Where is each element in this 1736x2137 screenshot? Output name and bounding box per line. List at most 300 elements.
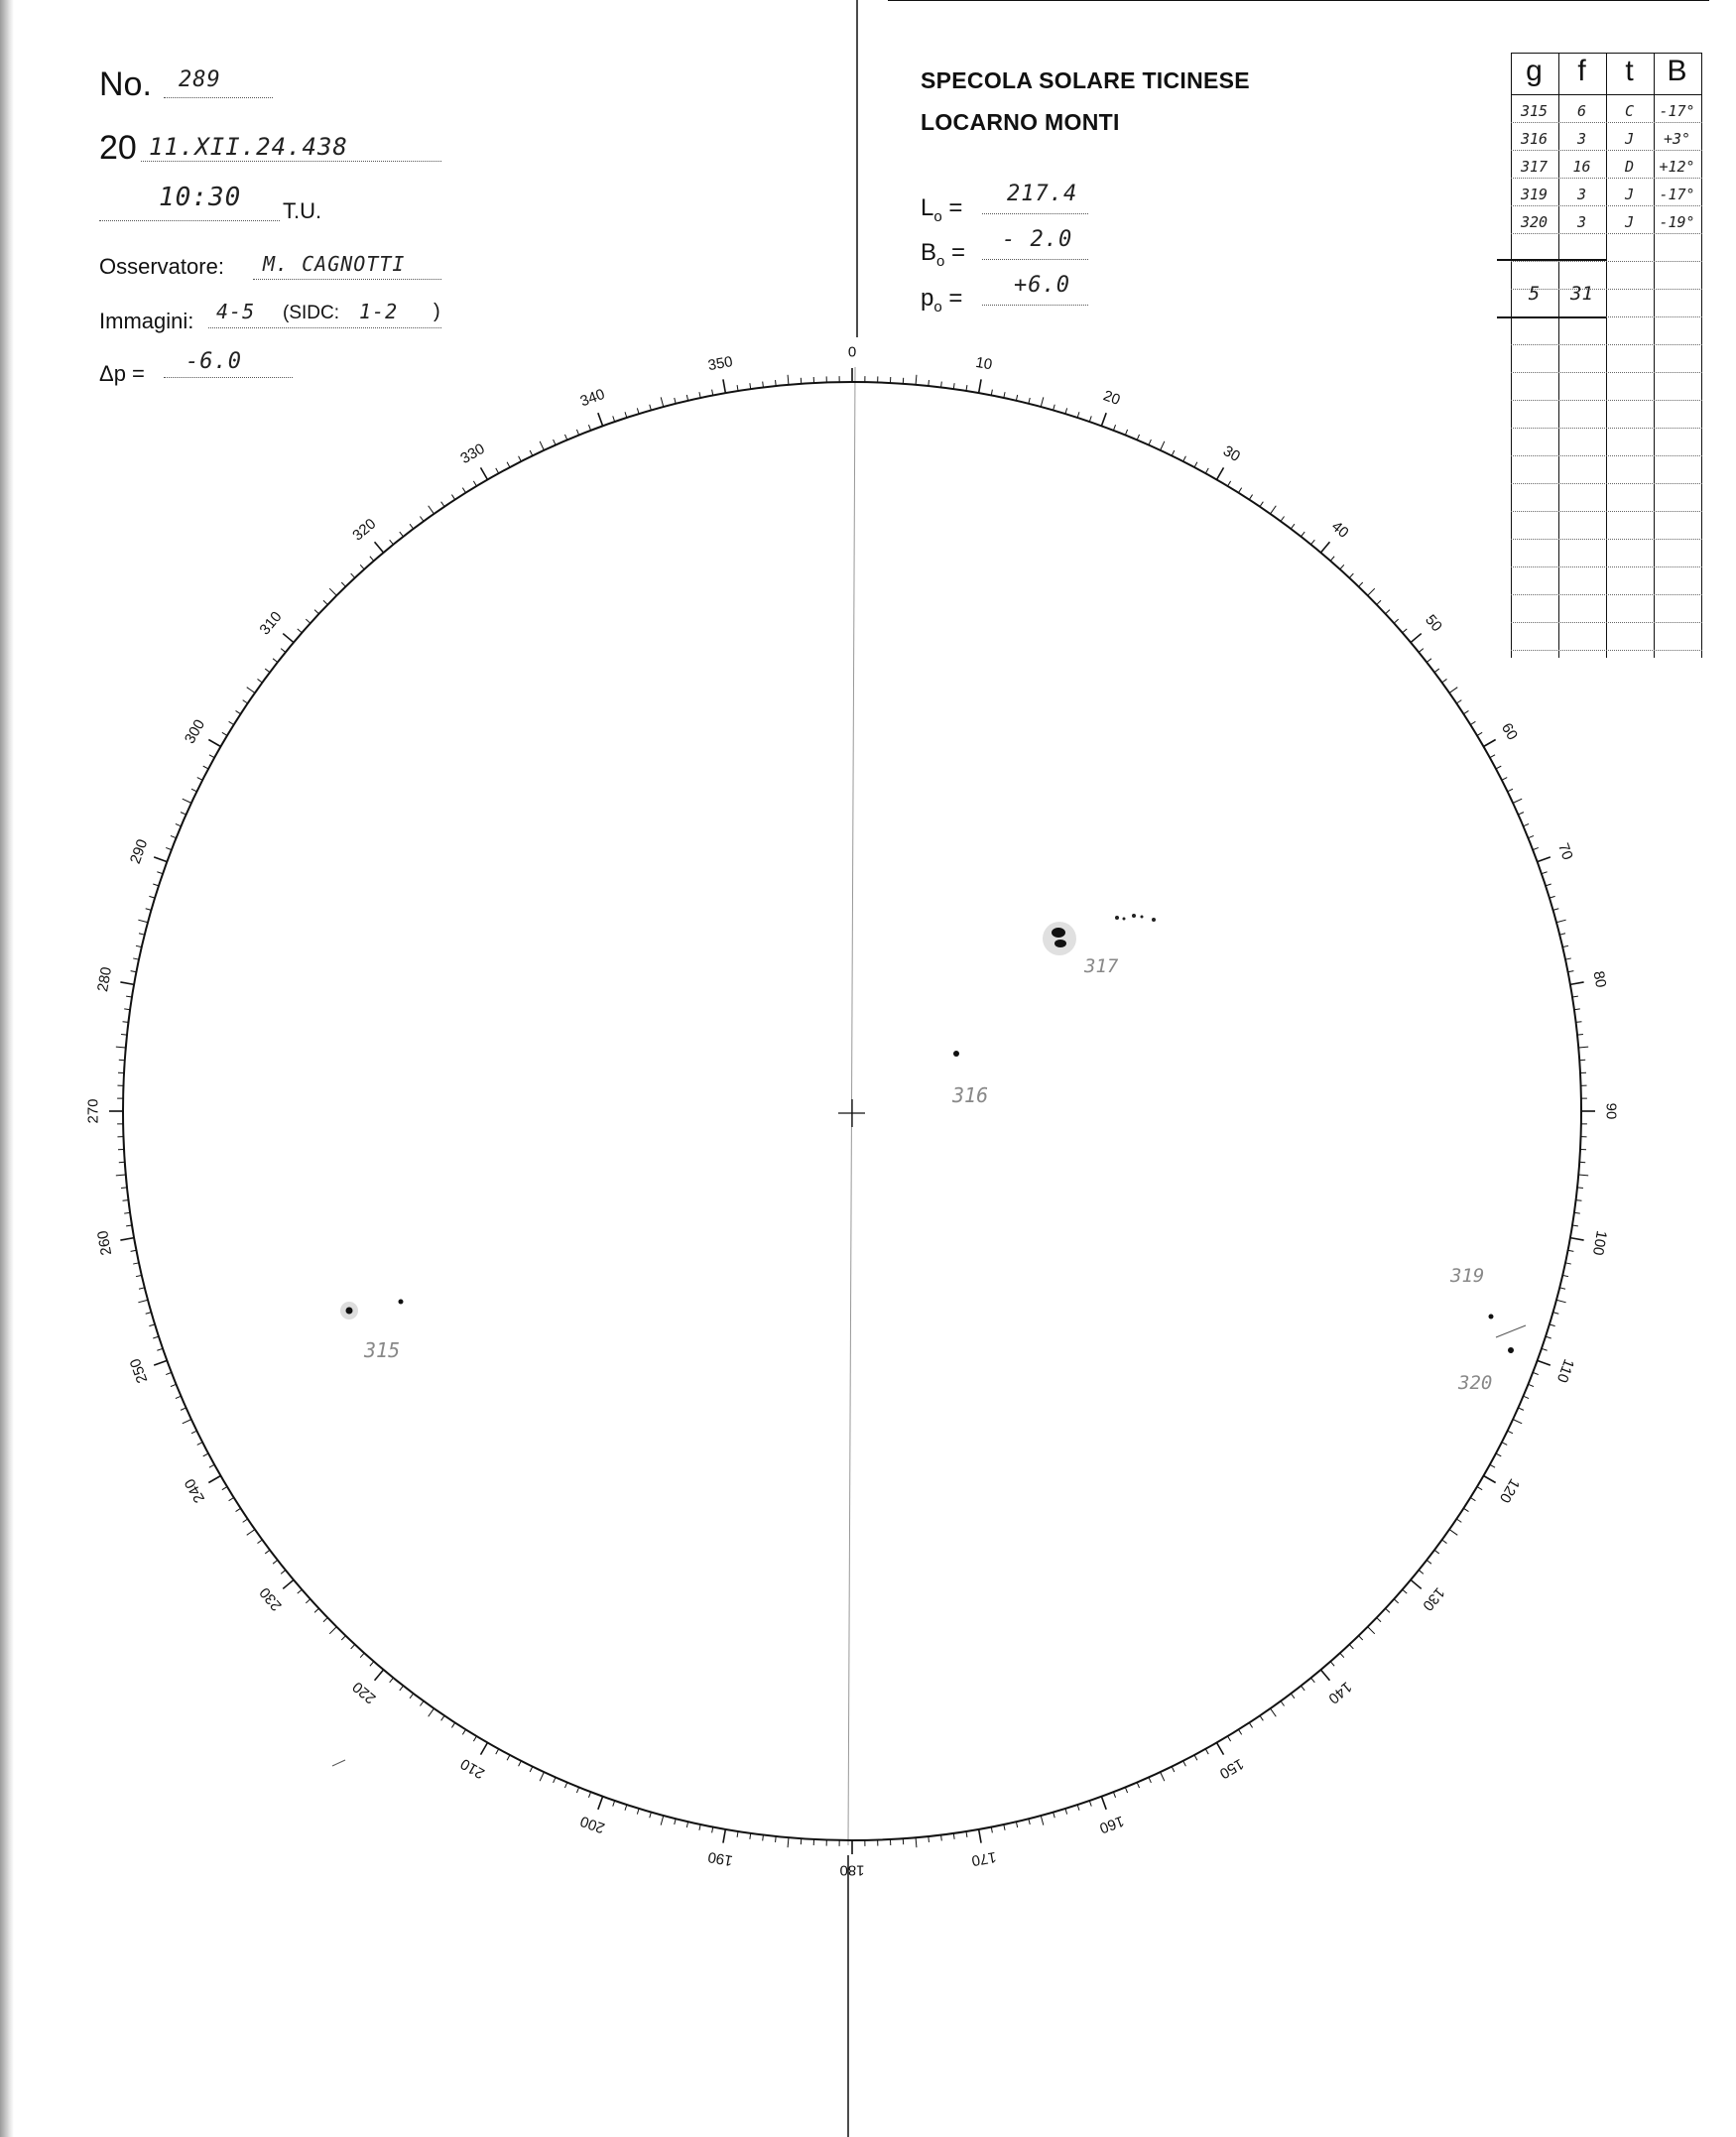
degree-tick bbox=[265, 669, 270, 673]
degree-tick bbox=[1419, 649, 1424, 653]
degree-tick bbox=[136, 945, 142, 946]
degree-tick bbox=[1302, 1686, 1305, 1691]
degree-tick bbox=[1302, 532, 1305, 537]
table-cell: +12° bbox=[1659, 158, 1695, 176]
degree-tick bbox=[1513, 1420, 1522, 1424]
degree-tick bbox=[451, 495, 454, 500]
degree-tick bbox=[149, 1324, 155, 1326]
umbra bbox=[1052, 928, 1065, 938]
degree-tick bbox=[776, 1836, 777, 1842]
degree-label: 190 bbox=[706, 1847, 734, 1869]
spot bbox=[1152, 918, 1156, 922]
degree-tick bbox=[712, 390, 713, 396]
degree-tick bbox=[1528, 1384, 1534, 1386]
degree-tick bbox=[1559, 934, 1565, 935]
degree-tick bbox=[229, 721, 234, 724]
degree-tick bbox=[530, 1767, 533, 1772]
degree-label: 20 bbox=[1100, 387, 1123, 409]
degree-tick bbox=[131, 971, 137, 972]
table-total-f: 31 bbox=[1570, 283, 1593, 305]
table-cell: J bbox=[1624, 186, 1635, 203]
degree-tick bbox=[1538, 857, 1550, 862]
degree-tick bbox=[1546, 884, 1551, 886]
degree-tick bbox=[979, 379, 981, 393]
degree-tick bbox=[1578, 1047, 1588, 1048]
degree-tick bbox=[1041, 397, 1044, 407]
spot bbox=[1489, 1315, 1494, 1320]
degree-label: 170 bbox=[970, 1847, 998, 1869]
degree-tick bbox=[1490, 1464, 1495, 1467]
observer-value: M. CAGNOTTI bbox=[263, 252, 406, 276]
degree-tick bbox=[121, 1035, 127, 1036]
dp-value: -6.0 bbox=[186, 349, 242, 374]
degree-tick bbox=[1149, 1777, 1151, 1782]
degree-tick bbox=[1470, 1497, 1475, 1500]
degree-tick bbox=[554, 1777, 556, 1782]
degree-tick bbox=[1542, 1348, 1548, 1350]
degree-tick bbox=[598, 1797, 603, 1810]
degree-tick bbox=[613, 416, 615, 422]
degree-tick bbox=[1041, 1816, 1044, 1825]
table-cell: -17° bbox=[1659, 102, 1695, 120]
degree-tick bbox=[519, 456, 522, 461]
degree-tick bbox=[1578, 1175, 1588, 1176]
degree-label: 160 bbox=[1096, 1812, 1127, 1837]
degree-tick bbox=[1550, 896, 1555, 898]
degree-tick bbox=[420, 1701, 424, 1706]
degree-tick bbox=[351, 573, 355, 577]
degree-tick bbox=[507, 462, 510, 467]
degree-tick bbox=[650, 1813, 652, 1819]
degree-tick bbox=[1016, 395, 1017, 401]
degree-tick bbox=[1238, 1729, 1241, 1734]
degree-label: 40 bbox=[1327, 518, 1352, 542]
degree-tick bbox=[1311, 1678, 1315, 1683]
degree-tick bbox=[203, 1453, 208, 1456]
degree-tick bbox=[273, 1561, 278, 1565]
degree-tick bbox=[323, 600, 327, 604]
degree-tick bbox=[530, 450, 533, 455]
degree-tick bbox=[1161, 1772, 1165, 1781]
table-header-f: f bbox=[1577, 55, 1586, 87]
group-315 bbox=[340, 1300, 404, 1363]
degree-tick bbox=[1137, 1783, 1139, 1789]
time-value: 10:30 bbox=[159, 183, 242, 212]
table-cell: -17° bbox=[1659, 186, 1695, 203]
degree-tick bbox=[1533, 1372, 1539, 1374]
degree-label: 100 bbox=[1588, 1229, 1610, 1257]
sidc-close: ) bbox=[434, 301, 440, 322]
degree-tick bbox=[1570, 1238, 1584, 1240]
group-label-319: 319 bbox=[1450, 1265, 1485, 1287]
table-cell: +3° bbox=[1663, 130, 1691, 148]
degree-tick bbox=[1562, 1275, 1568, 1276]
spot bbox=[399, 1300, 404, 1305]
degree-tick bbox=[588, 1792, 590, 1798]
degree-tick bbox=[1411, 634, 1422, 643]
degree-tick bbox=[1249, 495, 1252, 500]
degree-tick bbox=[441, 1715, 444, 1720]
table-cell: J bbox=[1624, 130, 1635, 148]
degree-tick bbox=[298, 629, 303, 633]
table-cell: C bbox=[1624, 102, 1635, 120]
degree-tick bbox=[183, 1420, 191, 1424]
degree-tick bbox=[203, 766, 208, 769]
degree-tick bbox=[157, 1348, 163, 1350]
degree-tick bbox=[1260, 1715, 1263, 1720]
table-total-g: 5 bbox=[1528, 283, 1541, 305]
degree-tick bbox=[157, 872, 163, 874]
spot bbox=[953, 1051, 959, 1057]
degree-tick bbox=[1377, 1618, 1381, 1622]
degree-tick bbox=[1228, 481, 1231, 486]
degree-tick bbox=[191, 789, 196, 792]
degree-tick bbox=[1271, 506, 1277, 514]
degree-tick bbox=[429, 1708, 434, 1716]
degree-tick bbox=[1567, 1250, 1573, 1251]
degree-tick bbox=[1281, 517, 1285, 522]
degree-tick bbox=[588, 425, 590, 431]
group-317 bbox=[1043, 914, 1156, 977]
table-cell: -19° bbox=[1659, 213, 1695, 231]
degree-tick bbox=[1567, 971, 1573, 972]
degree-tick bbox=[723, 379, 725, 393]
degree-tick bbox=[243, 700, 248, 703]
degree-tick bbox=[375, 1670, 384, 1681]
degree-tick bbox=[675, 398, 676, 404]
degree-tick bbox=[723, 1829, 725, 1843]
degree-tick bbox=[1524, 1396, 1530, 1398]
degree-label: 70 bbox=[1554, 840, 1576, 863]
degree-tick bbox=[375, 542, 384, 553]
degree-label: 110 bbox=[1552, 1356, 1577, 1385]
degree-tick bbox=[1183, 456, 1186, 461]
degree-tick bbox=[181, 1408, 186, 1410]
degree-tick bbox=[136, 1275, 142, 1276]
degree-tick bbox=[1291, 1694, 1295, 1698]
degree-label: 120 bbox=[1495, 1475, 1524, 1506]
institution-line2: LOCARNO MONTI bbox=[921, 109, 1120, 135]
degree-tick bbox=[1349, 1645, 1353, 1649]
degree-tick bbox=[916, 375, 917, 385]
degree-tick bbox=[1004, 1824, 1005, 1830]
degree-tick bbox=[979, 1829, 981, 1843]
degree-tick bbox=[351, 1645, 355, 1649]
degree-tick bbox=[283, 1579, 294, 1588]
spot bbox=[1123, 918, 1126, 921]
degree-tick bbox=[625, 412, 627, 418]
degree-tick bbox=[1508, 1431, 1513, 1434]
degree-tick bbox=[1556, 920, 1566, 923]
degree-tick bbox=[1101, 413, 1106, 426]
degree-tick bbox=[1442, 1540, 1447, 1544]
degree-tick bbox=[1484, 740, 1496, 747]
degree-label: 80 bbox=[1589, 969, 1610, 989]
degree-tick bbox=[183, 799, 191, 803]
institution-line1: SPECOLA SOLARE TICINESE bbox=[921, 67, 1250, 93]
degree-tick bbox=[1403, 629, 1408, 633]
sidc-label: (SIDC: bbox=[283, 303, 339, 323]
degree-tick bbox=[116, 1047, 126, 1048]
degree-label: 270 bbox=[84, 1098, 102, 1124]
degree-tick bbox=[1508, 789, 1513, 792]
degree-tick bbox=[126, 1225, 132, 1226]
degree-tick bbox=[966, 385, 967, 391]
degree-tick bbox=[360, 1653, 364, 1657]
degree-label: 0 bbox=[847, 343, 857, 361]
umbra bbox=[346, 1308, 353, 1315]
degree-tick bbox=[462, 488, 465, 493]
degree-tick bbox=[1553, 1313, 1559, 1315]
degree-tick bbox=[1330, 557, 1334, 562]
degree-tick bbox=[1542, 872, 1548, 874]
degree-tick bbox=[247, 688, 255, 693]
degree-label: 300 bbox=[181, 716, 209, 747]
degree-tick bbox=[1513, 799, 1522, 803]
l0-label: $L_o$ = bbox=[921, 194, 963, 225]
degree-tick bbox=[121, 1188, 127, 1189]
degree-tick bbox=[329, 1627, 336, 1634]
degree-tick bbox=[1137, 435, 1139, 440]
time-unit: T.U. bbox=[283, 198, 322, 223]
degree-tick bbox=[1577, 1035, 1583, 1036]
degree-tick bbox=[273, 659, 278, 663]
degree-tick bbox=[139, 1288, 145, 1289]
spot bbox=[1132, 914, 1136, 918]
degree-tick bbox=[133, 1263, 139, 1264]
table-cell: 16 bbox=[1572, 158, 1591, 176]
penumbra bbox=[1043, 922, 1076, 955]
degree-tick bbox=[197, 1443, 202, 1446]
degree-tick bbox=[686, 1822, 687, 1827]
degree-tick bbox=[370, 1662, 374, 1667]
degree-tick bbox=[120, 1238, 134, 1240]
degree-tick bbox=[1386, 610, 1390, 614]
table-cell: 315 bbox=[1520, 102, 1549, 120]
table-cell: J bbox=[1624, 213, 1635, 231]
degree-tick bbox=[1340, 1653, 1344, 1657]
degree-tick bbox=[1403, 1589, 1408, 1593]
degree-tick bbox=[1442, 679, 1447, 683]
degree-tick bbox=[390, 540, 394, 545]
degree-tick bbox=[1496, 1453, 1501, 1456]
degree-tick bbox=[1565, 958, 1571, 959]
degree-tick bbox=[1577, 1188, 1583, 1189]
degree-tick bbox=[1562, 945, 1568, 946]
degree-label: 280 bbox=[94, 965, 116, 993]
degree-tick bbox=[1426, 659, 1431, 663]
degree-tick bbox=[390, 1678, 394, 1683]
degree-tick bbox=[306, 619, 310, 623]
degree-tick bbox=[146, 1313, 152, 1315]
degree-tick bbox=[1559, 1288, 1565, 1289]
table-header-t: t bbox=[1625, 55, 1634, 87]
degree-tick bbox=[222, 732, 227, 735]
observer-label: Osservatore: bbox=[99, 254, 224, 279]
degree-tick bbox=[1546, 1336, 1551, 1338]
degree-tick bbox=[1484, 1476, 1496, 1483]
degree-tick bbox=[429, 506, 434, 514]
degree-tick bbox=[166, 847, 172, 849]
degree-tick bbox=[370, 557, 374, 562]
degree-tick bbox=[208, 1476, 220, 1483]
degree-label: 330 bbox=[457, 440, 488, 468]
degree-tick bbox=[1434, 1550, 1439, 1554]
degree-tick bbox=[209, 1464, 214, 1467]
degree-tick bbox=[138, 1300, 148, 1303]
degree-tick bbox=[1089, 416, 1091, 422]
degree-tick bbox=[675, 1819, 676, 1824]
degree-tick bbox=[1172, 450, 1175, 455]
group-label-316: 316 bbox=[952, 1083, 989, 1107]
degree-tick bbox=[1113, 425, 1115, 431]
degree-tick bbox=[171, 1384, 177, 1386]
degree-label: 60 bbox=[1497, 720, 1522, 743]
degree-tick bbox=[154, 857, 167, 862]
degree-label: 320 bbox=[349, 515, 380, 545]
degree-tick bbox=[1502, 778, 1507, 781]
degree-tick bbox=[576, 430, 578, 436]
degree-tick bbox=[1518, 813, 1523, 815]
degree-tick bbox=[1320, 1670, 1329, 1681]
degree-tick bbox=[929, 380, 930, 386]
sidc-value: 1-2 bbox=[359, 300, 399, 323]
degree-tick bbox=[154, 1360, 167, 1365]
degree-label: 90 bbox=[1602, 1102, 1620, 1120]
degree-tick bbox=[1359, 1636, 1363, 1640]
umbra bbox=[1054, 940, 1066, 947]
degree-label: 230 bbox=[256, 1583, 286, 1614]
group-separator bbox=[1496, 1325, 1526, 1337]
degree-tick bbox=[991, 390, 992, 396]
degree-tick bbox=[1456, 1519, 1461, 1522]
images-label: Immagini: bbox=[99, 309, 194, 333]
degree-tick bbox=[420, 517, 424, 522]
degree-tick bbox=[650, 405, 652, 411]
degree-tick bbox=[496, 468, 499, 473]
p0-label: $p_o$ = bbox=[921, 285, 963, 315]
degree-label: 290 bbox=[126, 836, 152, 867]
degree-tick bbox=[1217, 467, 1224, 479]
degree-tick bbox=[540, 1772, 544, 1781]
degree-tick bbox=[776, 380, 777, 386]
degree-tick bbox=[1411, 1579, 1422, 1588]
degree-tick bbox=[1434, 669, 1439, 673]
degree-tick bbox=[1311, 540, 1315, 545]
table-cell: 3 bbox=[1576, 186, 1587, 203]
degree-tick bbox=[314, 610, 318, 614]
degree-tick bbox=[1496, 766, 1501, 769]
degree-tick bbox=[462, 1729, 465, 1734]
degree-tick bbox=[360, 565, 364, 568]
b0-label: $B_o$ = bbox=[921, 239, 966, 270]
degree-tick bbox=[281, 1571, 286, 1574]
degree-tick bbox=[1101, 1797, 1106, 1810]
degree-label: 30 bbox=[1220, 441, 1243, 466]
degree-tick bbox=[1349, 573, 1353, 577]
date-prefix: 20 bbox=[99, 129, 137, 167]
degree-label: 200 bbox=[577, 1812, 608, 1837]
degree-tick bbox=[400, 532, 404, 537]
degree-tick bbox=[1029, 398, 1030, 404]
degree-label: 250 bbox=[126, 1355, 152, 1386]
degree-tick bbox=[637, 408, 639, 414]
degree-tick bbox=[298, 1589, 303, 1593]
group-label-320: 320 bbox=[1458, 1372, 1493, 1394]
degree-tick bbox=[637, 1809, 639, 1815]
degree-tick bbox=[1077, 1805, 1079, 1811]
degree-tick bbox=[1572, 996, 1578, 997]
degree-tick bbox=[1205, 1749, 1208, 1754]
degree-tick bbox=[1260, 502, 1263, 507]
degree-tick bbox=[916, 1837, 917, 1847]
degree-tick bbox=[1470, 721, 1475, 724]
degree-tick bbox=[1502, 1443, 1507, 1446]
table-cell: 3 bbox=[1576, 213, 1587, 231]
degree-label: 260 bbox=[94, 1229, 116, 1257]
degree-label: 130 bbox=[1419, 1583, 1448, 1614]
degree-tick bbox=[1205, 468, 1208, 473]
degree-tick bbox=[1271, 1708, 1277, 1716]
degree-tick bbox=[1419, 1571, 1424, 1574]
table-header-g: g bbox=[1526, 55, 1543, 87]
degree-tick bbox=[410, 524, 414, 529]
degree-tick bbox=[1077, 412, 1079, 418]
table-header-b: B bbox=[1667, 55, 1687, 87]
degree-tick bbox=[1477, 732, 1482, 735]
degree-tick bbox=[1359, 582, 1363, 586]
degree-tick bbox=[131, 1250, 137, 1251]
degree-tick bbox=[481, 1743, 488, 1755]
degree-tick bbox=[1281, 1701, 1285, 1706]
degree-tick bbox=[1161, 441, 1165, 450]
table-cell: 320 bbox=[1520, 213, 1549, 231]
degree-tick bbox=[209, 755, 214, 758]
degree-tick bbox=[496, 1749, 499, 1754]
degree-tick bbox=[146, 909, 152, 911]
degree-tick bbox=[222, 1487, 227, 1490]
degree-tick bbox=[176, 823, 182, 825]
degree-label: 220 bbox=[349, 1678, 380, 1707]
degree-tick bbox=[1550, 1324, 1555, 1326]
degree-tick bbox=[166, 1372, 172, 1374]
degree-tick bbox=[1330, 1662, 1334, 1667]
degree-tick bbox=[1249, 1722, 1252, 1727]
degree-tick bbox=[1054, 1813, 1055, 1819]
degree-tick bbox=[400, 1686, 404, 1691]
degree-tick bbox=[1291, 524, 1295, 529]
degree-tick bbox=[1490, 755, 1495, 758]
degree-tick bbox=[1394, 1599, 1398, 1603]
degree-tick bbox=[116, 1175, 126, 1176]
degree-tick bbox=[1320, 542, 1329, 553]
degree-tick bbox=[1533, 847, 1539, 849]
degree-tick bbox=[1054, 405, 1055, 411]
degree-tick bbox=[1194, 1755, 1197, 1760]
degree-tick bbox=[1556, 1300, 1566, 1303]
degree-tick bbox=[208, 740, 220, 747]
degree-tick bbox=[1518, 1408, 1523, 1410]
degree-tick bbox=[1449, 1530, 1457, 1536]
degree-tick bbox=[625, 1805, 627, 1811]
degree-tick bbox=[138, 920, 148, 923]
spot bbox=[1141, 916, 1144, 919]
table-cell: 6 bbox=[1576, 102, 1587, 120]
degree-tick bbox=[1149, 440, 1151, 444]
group-label-315: 315 bbox=[364, 1338, 401, 1362]
degree-tick bbox=[1029, 1819, 1030, 1824]
degree-tick bbox=[1113, 1792, 1115, 1798]
